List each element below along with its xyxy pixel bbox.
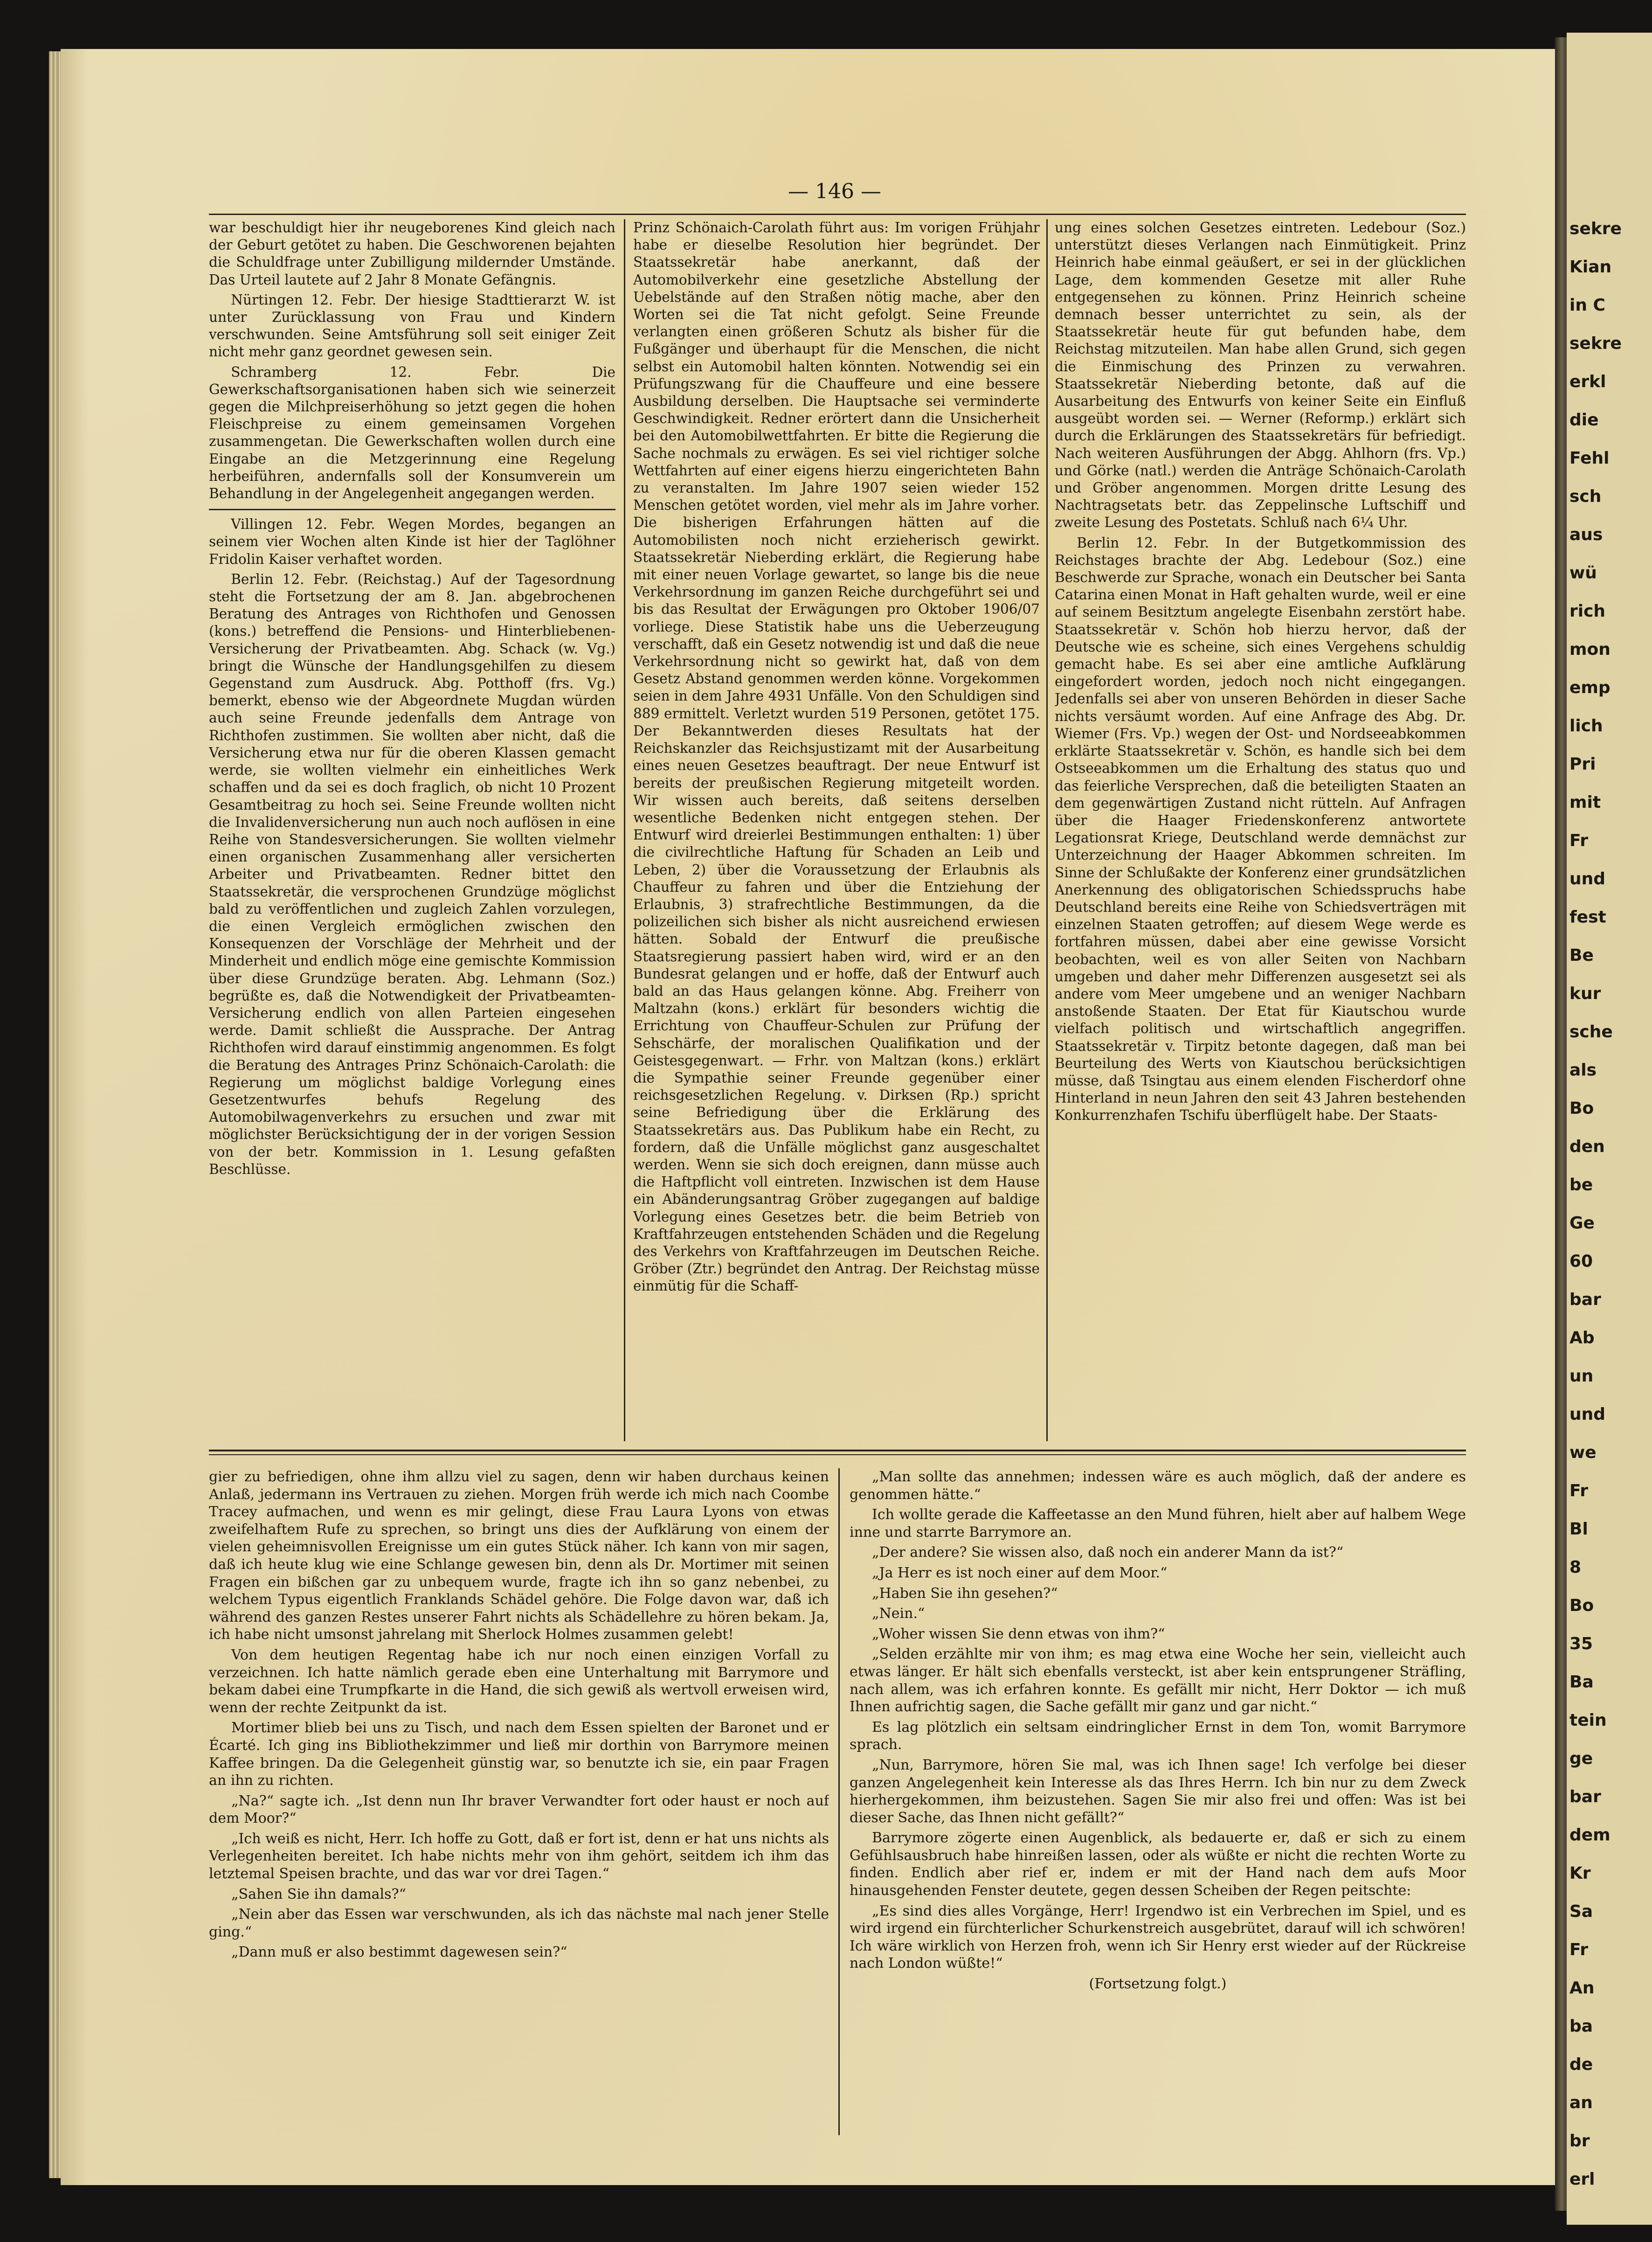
- facing-page-text-fragment: bar: [1569, 1290, 1601, 1309]
- story-paragraph: „Dann muß er also bestimmt dagewesen sein?“: [231, 1944, 567, 1961]
- story-paragraph: „Nein.“: [872, 1605, 925, 1622]
- feuilleton-column-1: [209, 1468, 829, 2135]
- facing-page-text-fragment: Fehl: [1569, 449, 1610, 468]
- story-paragraph: „Selden erzählte mir von ihm; es mag etwa eine Woche her sein, vielleicht auch etwas länger. Er hält sich ebenfalls versteckt, ist aber kein entsprungener Sträfling, nach allem, was ich erfahren konnte. Es gefällt mir nicht, Herr Doktor — ich muß Ihnen aufrichtig sagen, die Sache gefällt mir ganz und gar nicht.“: [850, 1646, 1466, 1715]
- facing-page-text-fragment: emp: [1569, 678, 1611, 697]
- facing-page-text-fragment: Be: [1569, 946, 1594, 965]
- news-paragraph: war beschuldigt hier ihr neugeborenes Kind gleich nach der Geburt getötet zu haben. Die Geschworenen bejahten die Schuldfrage unter Zubilligung mildernder Umstände. Das Urteil lautete auf 2 Jahr 8 Monate Gefängnis.: [209, 220, 615, 288]
- facing-page-text-fragment: erl: [1569, 2170, 1595, 2189]
- facing-page-text-fragment: 8: [1569, 1558, 1582, 1577]
- facing-page-text-fragment: wü: [1569, 563, 1597, 583]
- facing-page-text-fragment: sche: [1569, 1022, 1613, 1041]
- column-divider-1: [624, 219, 625, 1441]
- column-divider-2: [1046, 219, 1048, 1441]
- facing-page-text-fragment: dem: [1569, 1826, 1611, 1845]
- story-paragraph: „Sahen Sie ihn damals?“: [231, 1886, 406, 1902]
- story-paragraph: „Haben Sie ihn gesehen?“: [872, 1585, 1058, 1602]
- news-column-1: [209, 219, 615, 1441]
- story-paragraph: „Ich weiß es nicht, Herr. Ich hoffe zu Gott, daß er fort ist, denn er hat uns nichts als Verlegenheiten bereitet. Ich habe nichts mehr von ihm gehört, seitdem ich ihm das letztemal Speisen brachte, und das war vor drei Tagen.“: [209, 1830, 829, 1882]
- story-paragraph: „Es sind dies alles Vorgänge, Herr! Irgendwo ist ein Verbrechen im Spiel, und es wird irgend ein fürchterlicher Schurkenstreich ausgebrütet, darauf will ich schwören! Ich wäre wirklich von Herzen froh, wenn ich Sir Henry erst wieder auf der Rückreise nach London wüßte!“: [850, 1902, 1466, 1972]
- story-paragraph: „Na?“ sagte ich. „Ist denn nun Ihr braver Verwandter fort oder haust er noch auf dem Moor?“: [209, 1792, 829, 1827]
- facing-page-text-fragment: Bo: [1569, 1099, 1594, 1118]
- facing-page-text-fragment: mit: [1569, 793, 1601, 812]
- facing-page-text-fragment: Ge: [1569, 1214, 1595, 1233]
- page-number: — 146 —: [788, 180, 881, 203]
- facing-page-text-fragment: Bl: [1569, 1520, 1588, 1539]
- facing-page-text-fragment: Sa: [1569, 1902, 1593, 1921]
- story-paragraph: „Woher wissen Sie denn etwas von ihm?“: [872, 1625, 1165, 1642]
- facing-page-text-fragment: Ba: [1569, 1673, 1594, 1692]
- news-paragraph: Berlin 12. Febr. In der Butgetkommission des Reichstages brachte der Abg. Ledebour (Soz.) eine Beschwerde zur Sprache, wonach ein Deutscher bei Santa Catarina einen Monat in Haft gehalten wurde, weil er eine auf seinem Besitztum angelegte Eisenbahn zerstört habe. Staatssekretär v. Schön hob hierzu hervor, daß der Deutsche wie es scheine, sich eines Vergehens schuldig gemacht habe. Es sei aber eine amtliche Aufklärung eingefordert worden, jedoch noch nicht eingegangen. Jedenfalls sei aber von unseren Behörden in dieser Sache nichts versäumt worden. Auf eine Anfrage des Abg. Dr. Wiemer (Frs. Vp.) wegen der Ost- und Nordseeabkommen erklärte Staatssekretär v. Schön, es handle sich bei dem Ostseeabkommen um die Erhaltung des status quo und das feierliche Versprechen, daß die beteiligten Staaten an dem gegenwärtigen Zustand nicht rütteln. Auf Anfragen über die Haager Friedenskonferenz antwortete Legationsrat Kriege, Deutschland werde demnächst zur Unterzeichnung der Haager Abkommen schreiten. Im Sinne der Schlußakte der Konferenz einer grundsätzlichen Anerkennung des obligatorischen Schiedsspruchs habe Deutschland bereits eine Reihe von Schiedsverträgen mit einzelnen Staaten getroffen; auf diesem Wege werde es fortfahren müssen, dabei aber eine gewisse Vorsicht beobachten, weil es von aller Seiten von Nachbarn umgeben und daher mehr Differenzen ausgesetzt sei als andere vom Meer umgebene und an weniger Nachbarn anstoßende Staaten. Der Etat für Kiautschou wurde vielfach politisch und wirtschaftlich angegriffen. Staatssekretär v. Tirpitz betonte dagegen, daß man bei Beurteilung des Werts von Kiautschou berücksichtigen müsse, daß Tsingtau aus einem elenden Fischerdorf ohne Hinterland in neun Jahren den seit 43 Jahren bestehenden Konkurrenzhafen Tschifu überflügelt habe. Der Staats-: [1055, 534, 1466, 1124]
- facing-page-text-fragment: Kian: [1569, 257, 1612, 277]
- facing-page-text-fragment: Bo: [1569, 1596, 1594, 1615]
- facing-page-text-fragment: Pri: [1569, 755, 1596, 774]
- facing-page-text-fragment: mon: [1569, 640, 1611, 659]
- facing-page-text-fragment: br: [1569, 2131, 1590, 2151]
- section-rule: [209, 509, 615, 510]
- facing-page-text-fragment: rich: [1569, 602, 1606, 621]
- facing-page-text-fragment: 60: [1569, 1252, 1593, 1271]
- story-paragraph: Barrymore zögerte einen Augenblick, als bedauerte er, daß er sich zu einem Gefühlsausbruch habe hinreißen lassen, oder als wüßte er nicht die rechten Worte zu finden. Endlich aber rief er, indem er mit der Hand nach dem aufs Moor hinausgehenden Fenster deutete, gegen dessen Scheiben der Regen peitschte:: [850, 1830, 1466, 1899]
- facing-page-text-fragment: ba: [1569, 2017, 1593, 2036]
- facing-page-text-fragment: we: [1569, 1443, 1597, 1462]
- facing-page-text-fragment: erkl: [1569, 372, 1606, 391]
- facing-page-text-fragment: kur: [1569, 984, 1601, 1003]
- facing-page-text-fragment: Fr: [1569, 1940, 1589, 1959]
- news-paragraph: Schramberg 12. Febr. Die Gewerkschaftsorganisationen haben sich wie seinerzeit gegen die Milchpreiserhöhung so jetzt gegen die hohen Fleischpreise zu einem gemeinsamen Vorgehen zusammengetan. Die Gewerkschaften wollen durch eine Eingabe an die Metzgerinnung eine Regelung herbeiführen, andernfalls soll der Konsumverein um Behandlung in der Angelegenheit angegangen werden.: [209, 364, 615, 502]
- story-paragraph: „Man sollte das annehmen; indessen wäre es auch möglich, daß der andere es genommen hätte.“: [850, 1469, 1466, 1503]
- facing-page-text-fragment: An: [1569, 1978, 1595, 1998]
- facing-page-text-fragment: tein: [1569, 1711, 1607, 1730]
- continuation-note: (Fortsetzung folgt.): [1089, 1976, 1227, 1992]
- facing-page-text-fragment: bar: [1569, 1787, 1601, 1806]
- facing-page-text-fragment: Kr: [1569, 1864, 1591, 1883]
- news-column-3: [1055, 219, 1466, 1441]
- facing-page-text-fragment: den: [1569, 1137, 1605, 1156]
- story-paragraph: „Der andere? Sie wissen also, daß noch ein anderer Mann da ist?“: [872, 1544, 1344, 1561]
- facing-page-text-fragment: lich: [1569, 716, 1603, 736]
- story-paragraph: „Nein aber das Essen war verschwunden, als ich das nächste mal nach jener Stelle ging.“: [209, 1906, 829, 1940]
- facing-page-text-fragment: fest: [1569, 908, 1606, 927]
- facing-page-text-fragment: und: [1569, 1405, 1606, 1424]
- top-rule: [209, 214, 1466, 215]
- facing-page-text-fragment: sch: [1569, 487, 1602, 506]
- story-paragraph: Ich wollte gerade die Kaffeetasse an den Mund führen, hielt aber auf halbem Wege inne und starrte Barrymore an.: [850, 1506, 1466, 1541]
- facing-page-text-fragment: in C: [1569, 296, 1605, 315]
- facing-page-text-fragment: und: [1569, 869, 1606, 888]
- news-paragraph: Villingen 12. Febr. Wegen Mordes, begangen an seinem vier Wochen alten Kinde ist hier der Taglöhner Fridolin Kaiser verhaftet worden.: [209, 516, 615, 567]
- facing-page-text-fragment: Ab: [1569, 1328, 1595, 1347]
- news-column-2: [633, 219, 1040, 1441]
- facing-page-text-fragment: Fr: [1569, 1481, 1589, 1500]
- facing-page-text-fragment: sekre: [1569, 334, 1622, 353]
- news-paragraph: Berlin 12. Febr. (Reichstag.) Auf der Tagesordnung steht die Fortsetzung der am 8. Jan. abgebrochenen Beratung des Antrages von Richthofen und Genossen (kons.) betreffend die Pensions- und Hinterbliebenen-Versicherung der Privatbeamten. Abg. Schack (w. Vg.) bringt die Wünsche der Handlungsgehilfen zu diesem Gegenstand zum Ausdruck. Abg. Potthoff (frs. Vg.) bemerkt, ebenso wie der Abgeordnete Mugdan würden auch seine Freunde jedenfalls dem Antrage von Richthofen zustimmen. Sie wollten aber nicht, daß die Versicherung etwa nur für die oberen Klassen gemacht werde, sie wollten vielmehr ein einheitliches Werk schaffen und da sei es doch fraglich, ob nicht 10 Prozent Gesamtbeitrag zu hoch sei. Seine Freunde wollten nicht die Invalidenversicherung nun auch noch auflösen in eine Reihe von Standesversicherungen. Sie wollten vielmehr einen organischen Zusammenhang aller versicherten Arbeiter und Privatbeamten. Redner bittet den Staatssekretär, die versprochenen Grundzüge möglichst bald zu veröffentlichen und zugleich Zahlen vorzulegen, die einen Vergleich ermöglichen zwischen den Konsequenzen der Vorschläge der Mehrheit und der Minderheit und endlich möge eine gemischte Kommission über diese Grundzüge beraten. Abg. Lehmann (Soz.) begrüßte es, daß die Notwendigkeit der Privatbeamten-Versicherung endlich von allen Parteien eingesehen werde. Damit schließt die Aussprache. Der Antrag Richthofen wird darauf einstimmig angenommen. Es folgt die Beratung des Antrages Prinz Schönaich-Carolath: die Regierung um möglichst baldige Vorlegung eines Gesetzentwurfes behufs Regelung des Automobilwagenverkehrs zu ersuchen und zwar mit möglichster Berücksichtigung der in der vorigen Session von der betr. Kommission in 1. Lesung gefaßten Beschlüsse.: [209, 571, 615, 1177]
- facing-page-text-fragment: ge: [1569, 1749, 1593, 1768]
- feuilleton-rule: [209, 1450, 1466, 1451]
- news-paragraph: Nürtingen 12. Febr. Der hiesige Stadttierarzt W. ist unter Zurücklassung von Frau und Kindern verschwunden. Seine Amtsführung soll seit einiger Zeit nicht mehr ganz geordnet gewesen sein.: [209, 292, 615, 360]
- story-paragraph: gier zu befriedigen, ohne ihm allzu viel zu sagen, denn wir haben durchaus keinen Anlaß, jedermann ins Vertrauen zu ziehen. Morgen früh werde ich mich nach Coombe Tracey aufmachen, und wenn es mir gelingt, diese Frau Laura Lyons von etwas zweifelhaftem Rufe zu sprechen, so bringt uns dies der Aufklärung von einem der vielen geheimnisvollen Ereignisse um ein gutes Stück näher. Ich kann von mir sagen, daß ich heute klug wie eine Schlange gewesen bin, denn als Dr. Mortimer mit seinen Fragen ein bißchen gar zu unbequem wurde, fragte ich ihn so ganz nebenbei, zu welchem Typus eigentlich Franklands Schädel gehöre. Die Folge davon war, daß ich während des ganzen Restes unserer Fahrt nichts als Schädellehre zu hören bekam. Ja, ich habe nicht umsonst jahrelang mit Sherlock Holmes zusammen gelebt!: [209, 1469, 829, 1643]
- feuilleton-rule-thin: [209, 1454, 1466, 1455]
- news-paragraph: ung eines solchen Gesetzes eintreten. Ledebour (Soz.) unterstützt dieses Verlangen nach Einmütigkeit. Prinz Heinrich habe einmal geäußert, er sei in der glücklichen Lage, dem kommenden Gesetze mit aller Ruhe entgegensehen zu können. Prinz Heinrich scheine demnach besser unterrichtet zu sein, als der Staatssekretär heute für gut befunden habe, dem Reichstag mitzuteilen. Man habe allen Grund, sich gegen die Einmischung des Prinzen zu verwahren. Staatssekretär Nieberding betonte, daß auf die Ausarbeitung des Entwurfs von keiner Seite ein Einfluß ausgeübt worden sei. — Werner (Reformp.) erklärt sich durch die Erklärungen des Staatssekretärs für befriedigt. Nach weiteren Ausführungen der Abgg. Ahlhorn (frs. Vp.) und Görke (natl.) werden die Anträge Schönaich-Carolath und Gröber angenommen. Morgen dritte Lesung des Nachtragsetats betr. das Zeppelinsche Luftschiff und zweite Lesung des Postetats. Schluß nach 6¼ Uhr.: [1055, 220, 1466, 531]
- facing-page-text-fragment: de: [1569, 2055, 1593, 2074]
- facing-page-text-fragment: die: [1569, 410, 1599, 430]
- facing-page-text-fragment: Fr: [1569, 831, 1589, 850]
- facing-page-fragment: [1567, 33, 1652, 2225]
- facing-page-text-fragment: 35: [1569, 1634, 1593, 1653]
- feuilleton-divider: [838, 1468, 840, 2135]
- facing-page-text-fragment: an: [1569, 2093, 1593, 2112]
- feuilleton-column-2: [850, 1468, 1466, 2135]
- story-paragraph: Es lag plötzlich ein seltsam eindringlicher Ernst in dem Ton, womit Barrymore sprach.: [850, 1719, 1466, 1753]
- facing-page-text-fragment: be: [1569, 1175, 1593, 1194]
- story-paragraph: Mortimer blieb bei uns zu Tisch, und nach dem Essen spielten der Baronet und er Écarté. Ich ging ins Bibliothekzimmer und ließ mir dorthin von Barrymore meinen Kaffee bringen. Da die Gelegenheit günstig war, so benutzte ich sie, ein paar Fragen an ihn zu richten.: [209, 1720, 829, 1789]
- binding-gutter: [1555, 37, 1568, 2211]
- facing-page-text-fragment: un: [1569, 1367, 1594, 1386]
- facing-page-text-fragment: als: [1569, 1061, 1597, 1080]
- story-paragraph: Von dem heutigen Regentag habe ich nur noch einen einzigen Vorfall zu verzeichnen. Ich hatte nämlich gerade eben eine Unterhaltung mit Barrymore und bekam dabei eine Trumpfkarte in die Hand, die sich gewiß als wertvoll erweisen wird, wenn der rechte Zeitpunkt da ist.: [209, 1646, 829, 1716]
- facing-page-text-fragment: aus: [1569, 525, 1603, 544]
- news-paragraph: Prinz Schönaich-Carolath führt aus: Im vorigen Frühjahr habe er dieselbe Resolution hier begründet. Der Staatssekretär habe anerkannt, daß der Automobilverkehr eine gesetzliche Abstellung der Uebelstände auf den Straßen nötig mache, aber den Worten sei die Tat nicht gefolgt. Seine Freunde verlangten einen größeren Schutz als bisher für die Fußgänger und überhaupt für die Menschen, die nicht selbst ein Automobil halten könnten. Notwendig sei ein Prüfungszwang für die Chauffeure und eine bessere Ausbildung derselben. Die Hauptsache sei verminderte Geschwindigkeit. Redner erörtert dann die Unsicherheit bei den Automobilwettfahrten. Er bitte die Regierung die Sache nochmals zu erwägen. Es sei viel richtiger solche Wettfahrten auf einer eigens hierzu eingerichteten Bahn zu veranstalten. Im Jahre 1907 seien wieder 152 Menschen getötet worden, viel mehr als im Jahre vorher. Die bisherigen Erfahrungen hätten auf die Automobilisten noch nicht erzieherisch gewirkt. Staatssekretär Nieberding erklärt, die Regierung habe mit einer neuen Vorlage gewartet, so lange bis die neue Verkehrsordnung im ganzen Reiche durchgeführt sei und bis das Resultat der Erwägungen pro Oktober 1906/07 vorliege. Diese Statistik habe uns die Ueberzeugung verschafft, daß ein Gesetz notwendig ist und daß die neue Verkehrsordnung nicht so gewirkt hat, daß von dem Gesetz Abstand genommen werden könne. Vorgekommen seien in dem Jahre 4931 Unfälle. Von den Schuldigen sind 889 ermittelt. Verletzt wurden 519 Personen, getötet 175. Der Bekanntwerden dieses Resultats hat der Reichskanzler das Reichsjustizamt mit der Ausarbeitung eines neuen Gesetzes beauftragt. Der neue Entwurf ist bereits der preußischen Regierung mitgeteilt worden. Wir wissen auch bereits, daß seitens derselben wesentliche Bedenken nicht entgegen stehen. Der Entwurf wird dreierlei Bestimmungen enthalten: 1) über die civilrechtliche Haftung für Schaden an Leib und Leben, 2) über die Voraussetzung der Erlaubnis als Chauffeur zu fahren und über die Entziehung der Erlaubnis, 3) strafrechtliche Bestimmungen, da die polizeilichen sich bisher als nicht ausreichend erwiesen hätten. Sobald der Entwurf die preußische Staatsregierung passiert haben wird, wird er an den Bundesrat gelangen und er hoffe, daß der Entwurf auch bald an das Haus gelangen könne. Abg. Freiherr von Maltzahn (kons.) erklärt für besonders wichtig die Errichtung von Chauffeur-Schulen zur Prüfung der Sehschärfe, der moralischen Qualifikation und der Geistesgegenwart. — Frhr. von Maltzan (kons.) erklärt die Sympathie seiner Freunde gegenüber einer reichsgesetzlichen Regelung. v. Dirksen (Rp.) spricht seine Befriedigung über die Erklärung des Staatssekretärs aus. Das Publikum habe ein Recht, zu fordern, daß die Unfälle möglichst ganz ausgeschaltet werden. Wenn sie sich doch ereignen, dann müsse auch die Haftpflicht voll eintreten. Inzwischen ist dem Hause ein Abänderungsantrag Gröber zugegangen auf baldige Vorlegung eines Gesetzes betr. die beim Betrieb von Kraftfahrzeugen entstehenden Schäden und die Regelung des Verkehrs von Kraftfahrzeugen im Deutschen Reiche. Gröber (Ztr.) begründet den Antrag. Der Reichstag müsse einmütig für die Schaff-: [633, 220, 1040, 1294]
- facing-page-text-fragment: sekre: [1569, 219, 1622, 238]
- story-paragraph: „Ja Herr es ist noch einer auf dem Moor.“: [872, 1564, 1168, 1581]
- story-paragraph: „Nun, Barrymore, hören Sie mal, was ich Ihnen sage! Ich verfolge bei dieser ganzen Angelegenheit kein Interesse als das Ihres Herrn. Ich bin nur zu dem Zweck hierhergekommen, ihm beizustehen. Sagen Sie mir also frei und offen: Was ist bei dieser Sache, das Ihnen nicht gefällt?“: [850, 1756, 1466, 1826]
